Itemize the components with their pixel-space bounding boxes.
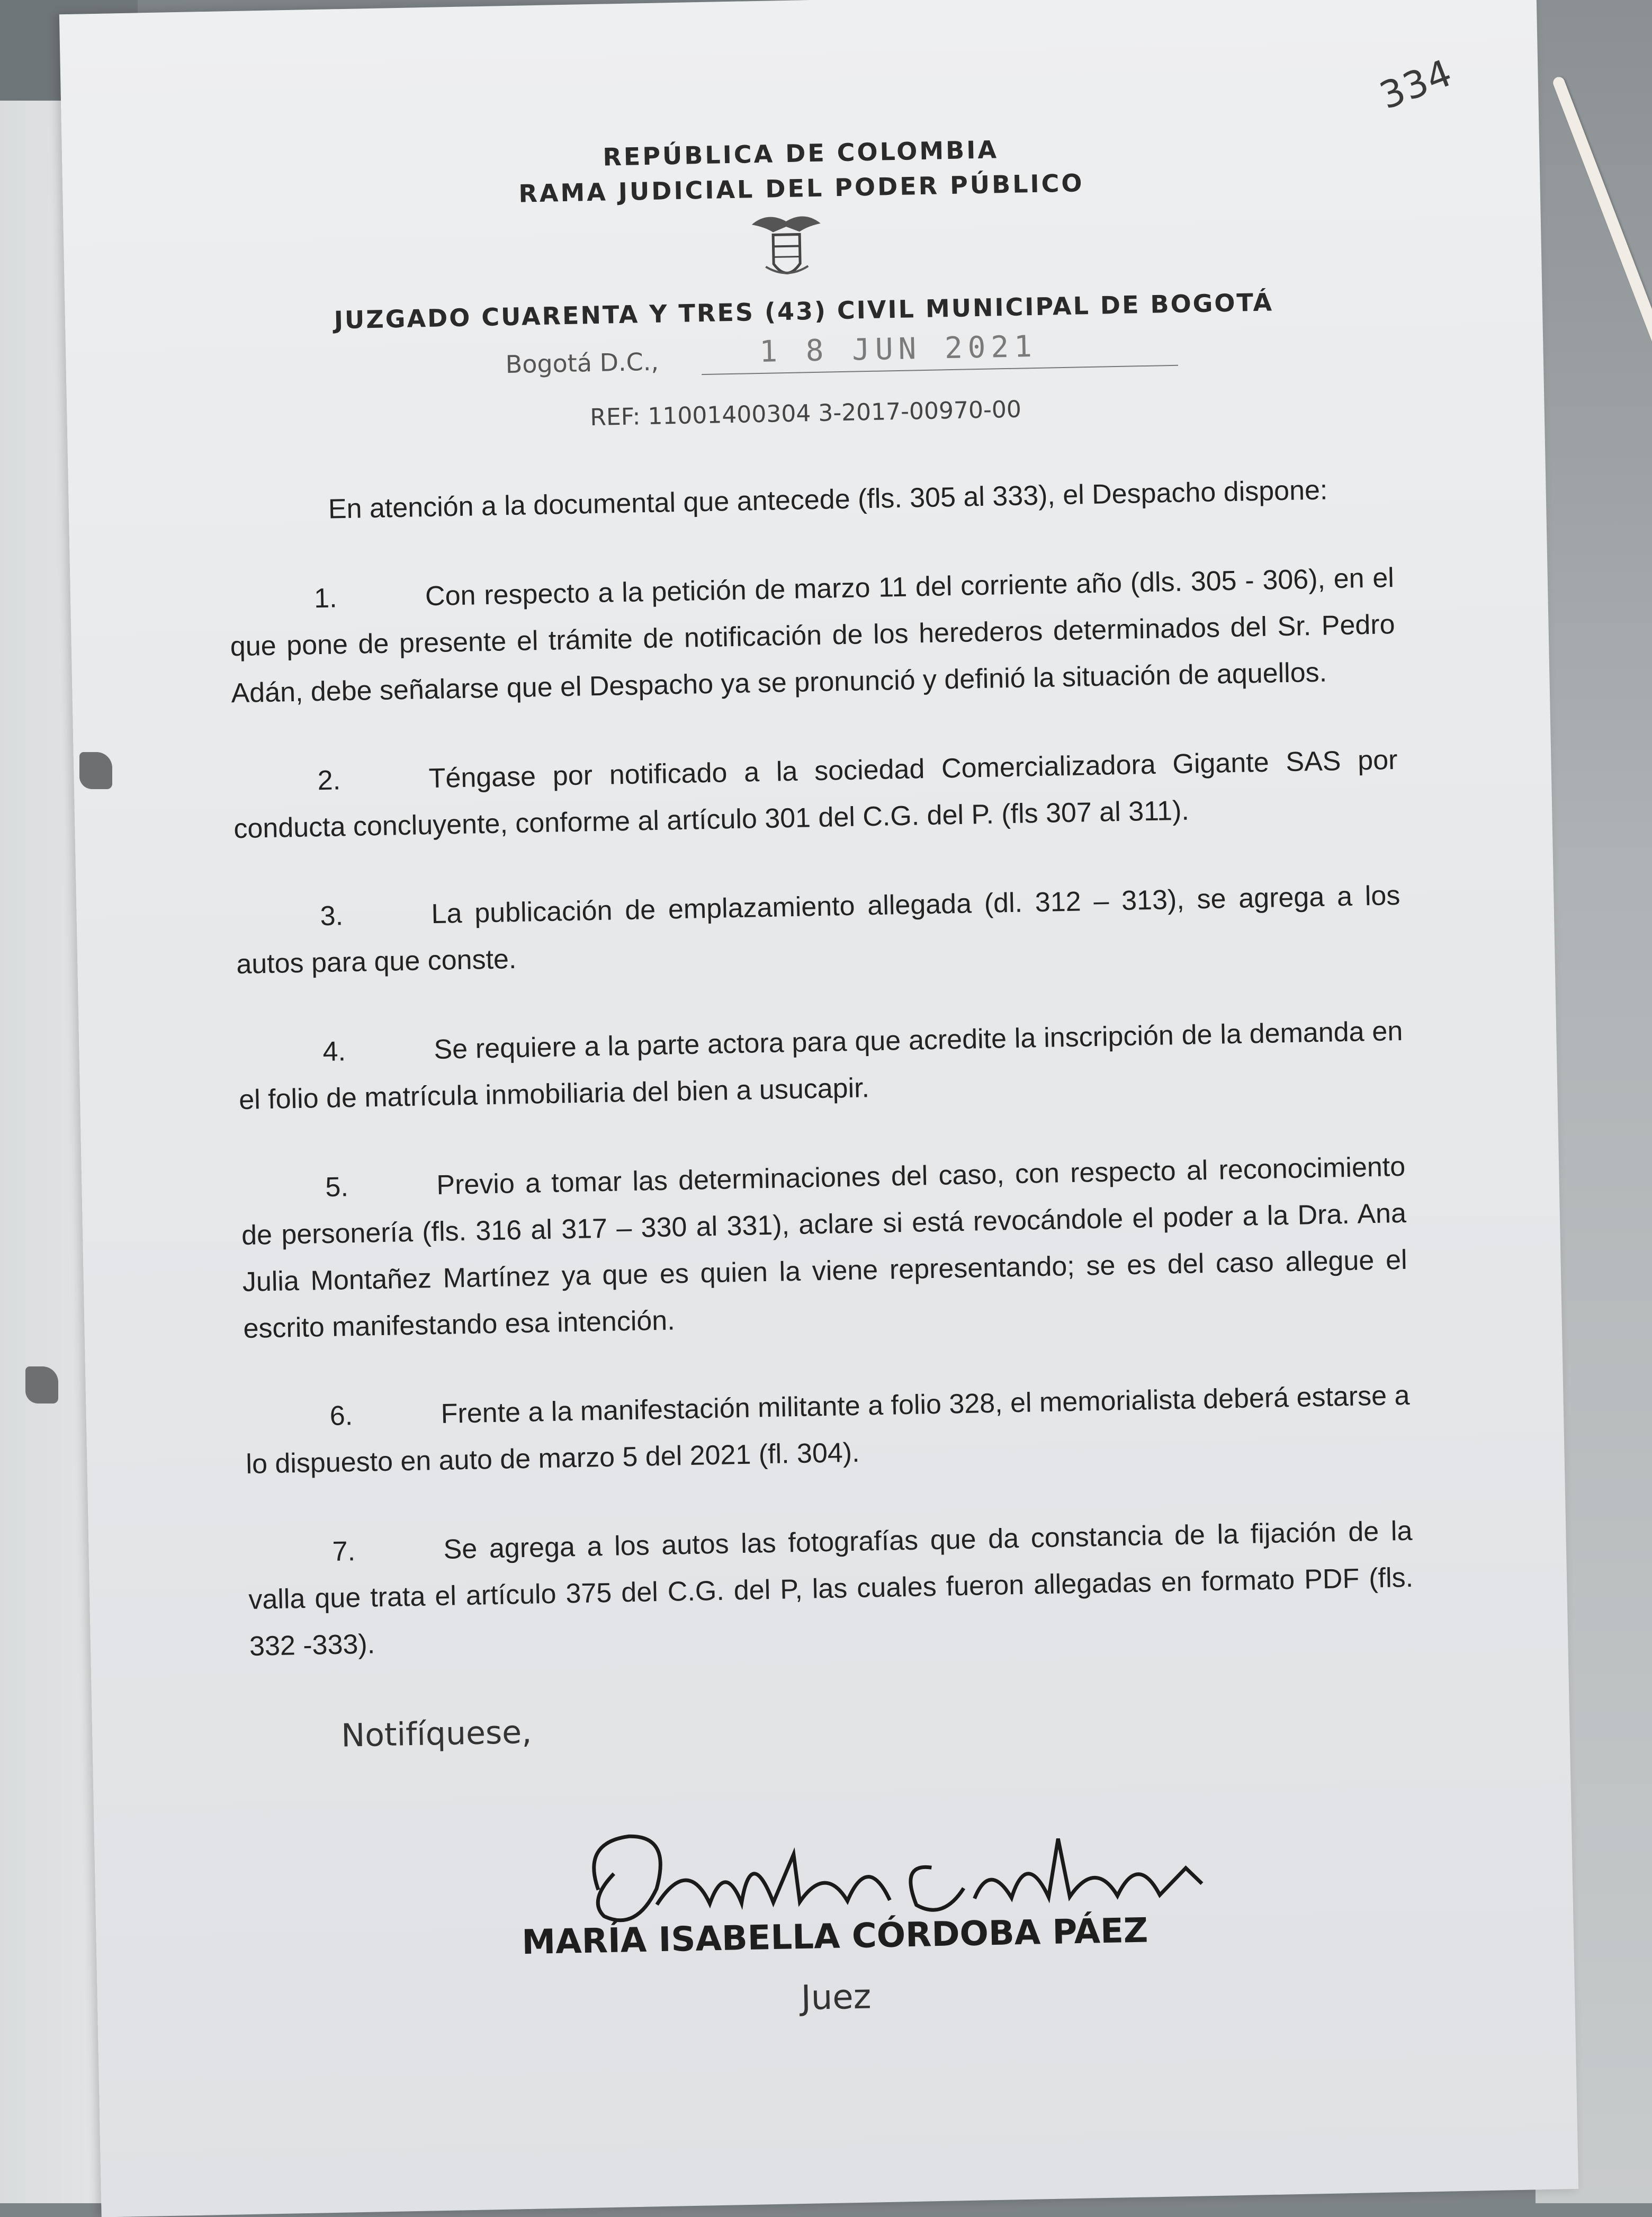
list-item	[232, 737, 1399, 852]
item-number: 5.	[325, 1172, 349, 1203]
header-republic: REPÚBLICA DE COLOMBIA	[602, 135, 999, 172]
signer-role: Juez	[801, 1977, 872, 2018]
item-number: 2.	[317, 765, 341, 797]
item-number: 6.	[329, 1400, 353, 1432]
place-label: Bogotá D.C.,	[505, 347, 659, 379]
header-judicial-branch: RAMA JUDICIAL DEL PODER PÚBLICO	[518, 168, 1084, 208]
list-item	[229, 555, 1396, 717]
court-name: JUZGADO CUARENTA Y TRES (43) CIVIL MUNICIPAL DE BOGOTÁ	[334, 288, 1274, 335]
item-number: 7.	[332, 1536, 356, 1567]
item-text: Frente a la manifestación militante a folio 328, el memorialista deberá estarse a lo dispuesto en auto de marzo 5 del 2021 (fl. 304).	[245, 1380, 1410, 1480]
intro-paragraph: En atención a la documental que antecede (fls. 305 al 333), el Despacho dispone:	[328, 475, 1328, 525]
item-number: 1.	[313, 583, 338, 614]
item-text: La publicación de emplazamiento allegada (dl. 312 – 313), se agrega a los autos para que conste.	[236, 880, 1400, 980]
date-stamp: 1 8 JUN 2021	[759, 329, 1038, 369]
list-item	[247, 1508, 1415, 1670]
item-text: Se agrega a los autos las fotografías que da constancia de la fijación de la valla que trata el artículo 375 del C.G. del P, las cuales fueron allegadas en formato PDF (fls. 332 -333).	[248, 1515, 1414, 1662]
list-item	[245, 1372, 1411, 1488]
item-number: 4.	[322, 1036, 346, 1068]
item-number: 3.	[320, 900, 344, 932]
signer-name: MARÍA ISABELLA CÓRDOBA PÁEZ	[521, 1911, 1148, 1963]
punch-hole	[79, 752, 112, 789]
folio-number: 334	[1373, 50, 1459, 118]
coat-of-arms-icon	[741, 207, 832, 288]
closing-notice: Notifíquese,	[340, 1713, 532, 1755]
case-reference: REF: 11001400304 3-2017-00970-00	[589, 396, 1022, 432]
list-item	[240, 1143, 1408, 1352]
document-body	[227, 466, 1415, 1712]
item-text: Con respecto a la petición de marzo 11 del corriente año (dls. 305 - 306), en el que pone de presente el trámite de notificación de los herederos determinados del Sr. Pedro Adán, debe señalarse que el Despacho ya se pronunció y definió la situación de aquellos.	[230, 562, 1395, 709]
item-text: Se requiere a la parte actora para que acredite la inscripción de la demanda en el folio de matrícula inmobiliaria del bien a usucapir.	[238, 1015, 1403, 1116]
date-line	[505, 347, 659, 379]
item-text: Previo a tomar las determinaciones del caso, con respecto al reconocimiento de personería (fls. 316 al 317 – 330 al 331), aclare si está revocándole el poder a la Dra. Ana Julia Montañez Martínez ya que es quien la viene representando; se es del caso allegue el escrito manifestando esa intención.	[241, 1151, 1408, 1345]
punch-hole	[25, 1366, 58, 1403]
document-page	[59, 0, 1578, 2217]
list-item	[238, 1008, 1404, 1123]
item-text: Téngase por notificado a la sociedad Comercializadora Gigante SAS por conducta concluyente, conforme al artículo 301 del C.G. del P. (fls 307 al 311).	[233, 744, 1398, 845]
list-item	[235, 872, 1402, 988]
